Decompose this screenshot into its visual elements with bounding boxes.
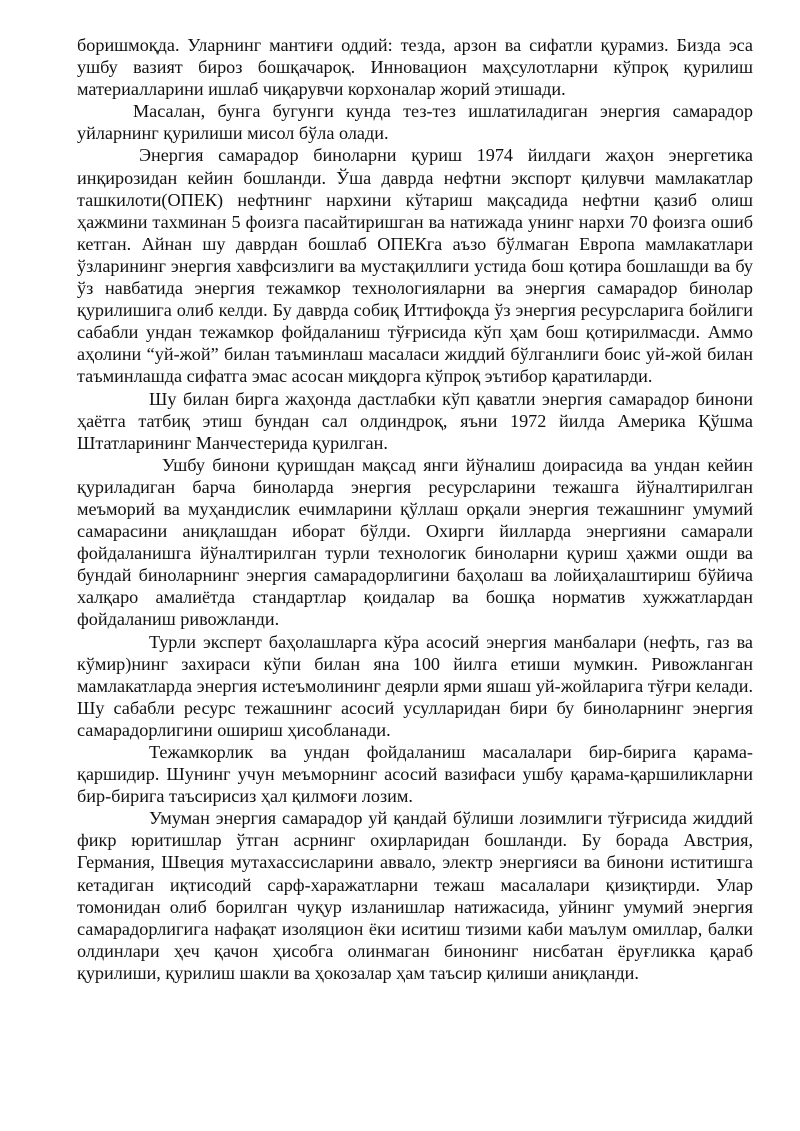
- paragraph-2: Масалан, бунга бугунги кунда тез-тез ишлатиладиган энергия самарадор уйларнинг қурилиши мисол бўла олади.: [77, 101, 753, 144]
- paragraph-6: Турли эксперт баҳолашларга кўра асосий энергия манбалари (нефть, газ ва кўмир)нинг захираси кўпи билан яна 100 йилга етиши мумкин. Ривожланган мамлакатларда энергия истеъмолининг деярли ярми яшаш уй-жойларига тўғри келади. Шу сабабли ресурс тежашнинг асосий усулларидан бири бу биноларнинг энергия самарадорлигини ошириш ҳисобланади.: [77, 631, 753, 740]
- document-page: [77, 34, 753, 984]
- paragraph-7: Тежамкорлик ва ундан фойдаланиш масалалари бир-бирига қарама-қаршидир. Шунинг учун меъморнинг асосий вазифаси ушбу қарама-қаршиликларни бир-бирига таъсирисиз ҳал қилмоғи лозим.: [77, 742, 753, 807]
- paragraph-8: Умуман энергия самарадор уй қандай бўлиши лозимлиги тўғрисида жиддий фикр юритишлар ўтган асрнинг охирларидан бошланди. Бу борада Австрия, Германия, Швеция мутахассисларини аввало, электр энергияси ва бинони иститишга кетадиган иқтисодий сарф-харажатларни тежаш масалалари қизиқтирди. Улар томонидан олиб борилган чуқур изланишлар натижасида, уйнинг умумий энергия самарадорлигига нафақат изоляцион ёки иситиш тизими каби маълум омиллар, балки олдинлари ҳеч қачон ҳисобга олинмаган бинонинг нисбатан ёруғликка қараб қурилиши, қурилиш шакли ва ҳокозалар ҳам таъсир қилиши аниқланди.: [77, 808, 753, 983]
- paragraph-4: Шу билан бирга жаҳонда дастлабки кўп қаватли энергия самарадор бинони ҳаётга татбиқ этиш бундан сал олдиндроқ, яъни 1972 йилда Америка Қўшма Штатларининг Манчестерида қурилган.: [77, 388, 753, 453]
- paragraph-5: Ушбу бинони қуришдан мақсад янги йўналиш доирасида ва ундан кейин қуриладиган барча биноларда энергия ресурсларини тежашга йўналтирилган меъморий ва муҳандислик ечимларини қўллаш орқали энергия тежашнинг умумий самарасини аниқлашдан иборат бўлди. Охирги йилларда энергияни самарали фойдаланишга йўналтирилган турли технологик биноларни қуриш ҳажми ошди ва бундай биноларнинг энергия самарадорлигини баҳолаш ва лойиҳалаштириш бўйича халқаро амалиётда стандартлар қоидалар ва бошқа норматив хужжатлардан фойдаланиш ривожланди.: [77, 454, 753, 630]
- paragraph-3: Энергия самарадор биноларни қуриш 1974 йилдаги жаҳон энергетика инқирозидан кейин бошланди. Ўша даврда нефтни экспорт қилувчи мамлакатлар ташкилоти(ОПЕК) нефтнинг нархини кўтариш мақсадида нефтни қазиб олиш ҳажмини тахминан 5 фоизга пасайтиришган ва натижада унинг нархи 70 фоизга ошиб кетган. Айнан шу даврдан бошлаб ОПЕКга аъзо бўлмаган Европа мамлакатлари ўзларининг энергия хавфсизлиги ва мустақиллиги устида бош қотира бошлашди ва бу ўз навбатида энергия тежамкор технологияларни ва энергия самарадор бинолар қурилишига олиб келди. Бу даврда собиқ Иттифоқда ўз энергия ресурсларига бойлиги сабабли ундан тежамкор фойдаланиш тўғрисида кўп ҳам бош қотирилмасди. Аммо аҳолини “уй-жой” билан таъминлаш масаласи жиддий бўлганлиги боис уй-жой билан таъминлашда сифатга эмас асосан миқдорга кўпроқ эътибор қаратиларди.: [77, 145, 753, 387]
- paragraph-1: боришмоқда. Уларнинг мантиғи оддий: тезда, арзон ва сифатли қурамиз. Бизда эса ушбу вазият бироз бошқачароқ. Инновацион маҳсулотларни кўпроқ қурилиш материалларини ишлаб чиқарувчи корхоналар жорий этишади.: [77, 35, 753, 100]
